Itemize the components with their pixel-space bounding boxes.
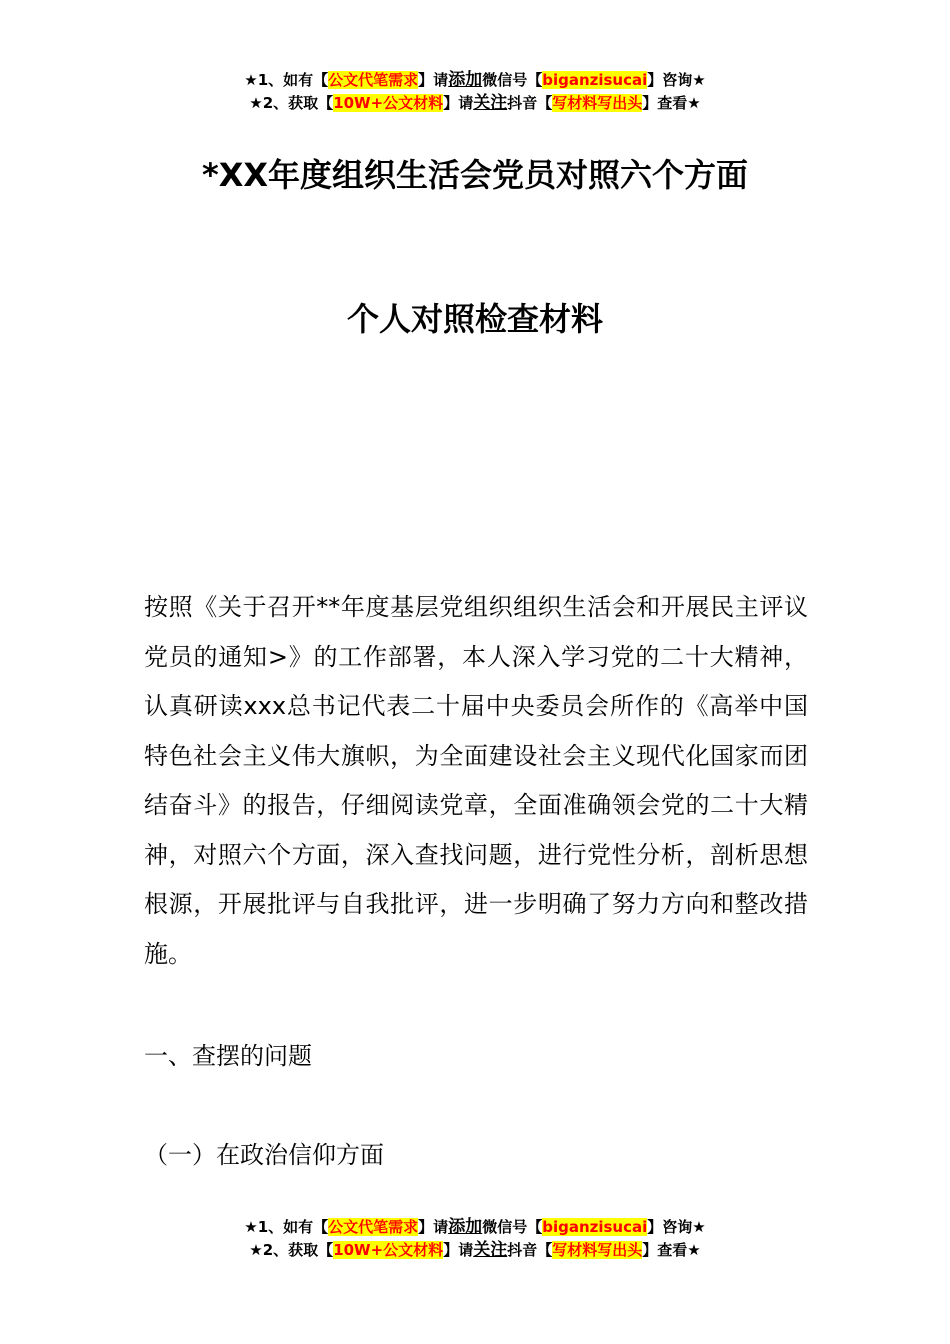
highlight-douyin: 写材料写出头 xyxy=(552,94,643,112)
highlight-service: 公文代笔需求 xyxy=(328,1218,419,1236)
highlight-wechat-id: biganzisucai xyxy=(542,71,648,89)
highlight-materials: 10W+公文材料 xyxy=(333,94,444,112)
highlight-materials: 10W+公文材料 xyxy=(333,1241,444,1259)
header-banner xyxy=(0,69,950,115)
footer-banner xyxy=(0,1216,950,1262)
document-title-line-1: *XX年度组织生活会党员对照六个方面 xyxy=(201,156,749,194)
highlight-service: 公文代笔需求 xyxy=(328,71,419,89)
section-heading-problems: 一、查摆的问题 xyxy=(144,1042,312,1070)
banner-line-2: ★2、获取【10W+公文材料】请关注抖音【写材料写出头】查看★ xyxy=(249,1240,701,1260)
highlight-douyin: 写材料写出头 xyxy=(552,1241,643,1259)
document-title-line-2: 个人对照检查材料 xyxy=(346,300,603,338)
banner-line-1: ★1、如有【公文代笔需求】请添加微信号【biganzisucai】咨询★ xyxy=(244,1217,706,1237)
highlight-wechat-id: biganzisucai xyxy=(542,1218,648,1236)
banner-line-1: ★1、如有【公文代笔需求】请添加微信号【biganzisucai】咨询★ xyxy=(244,70,706,90)
intro-paragraph: 按照《关于召开**年度基层党组织组织生活会和开展民主评议党员的通知>》的工作部署，本人深入学习党的二十大精神，认真研读xxx总书记代表二十届中央委员会所作的《高举中国特色社会主义伟大旗帜，为全面建设社会主义现代化国家而团结奋斗》的报告，仔细阅读党章，全面准确领会党的二十大精神，对照六个方面，深入查找问题，进行党性分析，剖析思想根源，开展批评与自我批评，进一步明确了努力方向和整改措施。 xyxy=(144,593,808,968)
subsection-heading-political-belief: （一）在政治信仰方面 xyxy=(144,1141,384,1169)
banner-line-2: ★2、获取【10W+公文材料】请关注抖音【写材料写出头】查看★ xyxy=(249,93,701,113)
